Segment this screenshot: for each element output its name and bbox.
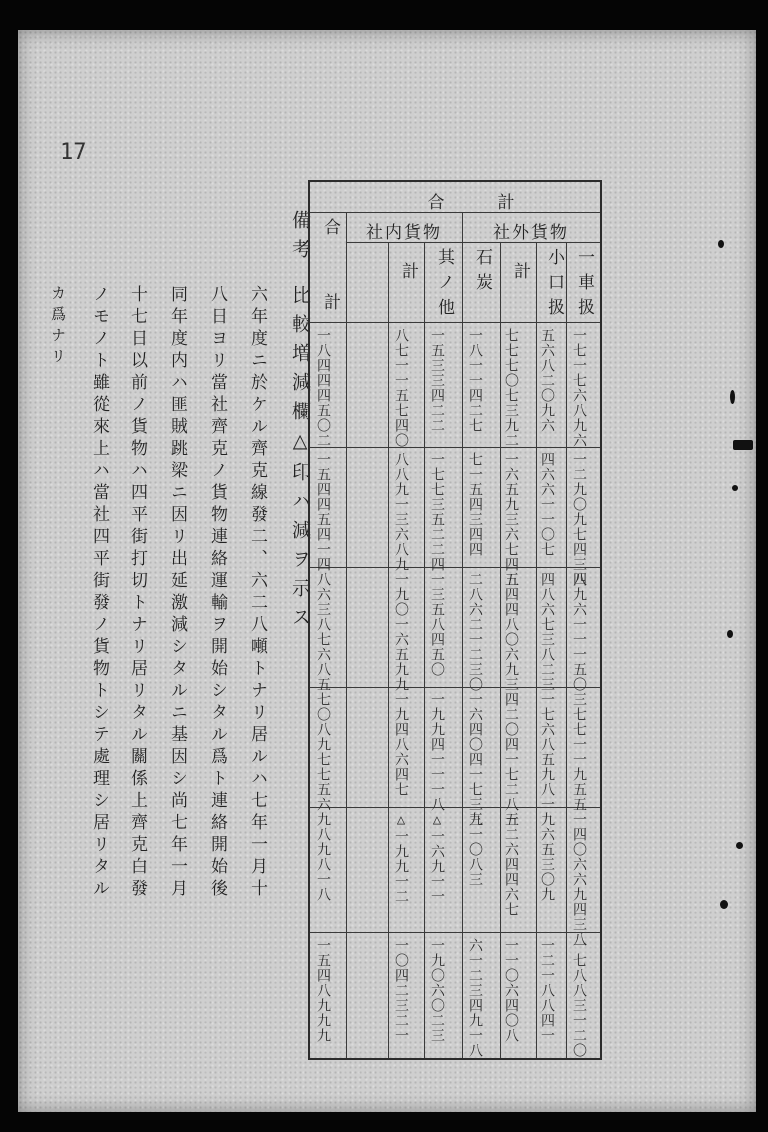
table-cell: 一七八八三一二〇 [571, 938, 587, 1058]
table-cell: 七〇八九七七五六 [315, 692, 331, 812]
remarks-line-3: 八日ヨリ當社齊克ノ貨物連絡運輸ヲ開始シタル爲ト連絡開始後 [207, 285, 227, 901]
table-cell: 一七六八五九八一 [539, 692, 555, 812]
remarks-line-6: ノモノト雖從來上ハ當社四平街發ノ貨物トシテ處理シ居リタル [89, 285, 109, 901]
table-cell: 三一〇八三 [467, 812, 483, 887]
table-cell: 六一二三四九一八 [467, 938, 483, 1058]
table-cell: 一四〇六六九四三八 [571, 812, 587, 947]
table-cell: △一九九一二 [393, 812, 409, 904]
table-cell: 七七七〇七三九二 [503, 328, 519, 448]
group-header-internal: 社内貨物 [366, 223, 442, 243]
table-cell: 一〇四二三二一 [393, 938, 409, 1043]
table-title: 合 計 [427, 193, 533, 213]
table-cell: 一五四八九九九 [315, 938, 331, 1043]
page-number: 17 [60, 140, 87, 165]
table-cell: 一九四八六四七 [393, 692, 409, 797]
table-cell: 九八九八一八 [315, 812, 331, 902]
table-cell: 八八九一三六八九 [393, 452, 409, 572]
remarks-line-4: 同年度内ハ匪賊跳梁ニ因リ出延激減シタルニ基因シ尚七年一月 [167, 285, 187, 901]
remarks-label: 備考 [289, 210, 311, 268]
table-cell: 九六五三〇九 [539, 812, 555, 902]
table-cell: 一六四〇四一七三九 [467, 692, 483, 827]
statistics-table [308, 180, 602, 1060]
table-cell: 一二六四四六七 [503, 812, 519, 917]
table-cell: 一一〇六四〇八 [503, 938, 519, 1043]
table-cell: 一五四四五四一四 [315, 452, 331, 572]
table-cell: 四六六一一〇七 [539, 452, 555, 557]
col-header-6: 計 [398, 262, 418, 287]
table-cell: 一八一一四二七 [467, 328, 483, 433]
table-cell: △一六九一一 [429, 812, 445, 904]
document-page [18, 30, 756, 1112]
table-cell: 二八六二一二三〇 [467, 572, 483, 692]
table-cell: 五六八二〇九六 [539, 328, 555, 433]
table-cell: 一五三三四二二 [429, 328, 445, 433]
remarks-line-7: カ爲ナリ [49, 285, 67, 369]
col-header-7: 合計 [320, 218, 340, 368]
table-cell: 一九〇一六五九九 [393, 572, 409, 692]
col-header-2: 小口扱 [544, 248, 564, 323]
remarks-line-5: 十七日以前ノ貨物ハ四平街打切トナリ居リタル關係上齊克白發 [127, 285, 147, 901]
remarks-line-1: 比較増減欄△印ハ減ヲ示ス [289, 285, 311, 636]
col-header-3: 計 [510, 262, 530, 287]
table-cell: 一二九〇九七四三八 [571, 452, 587, 587]
col-header-4: 石炭 [472, 248, 492, 298]
table-cell: 四二〇四一七二八五 [503, 692, 519, 827]
table-cell: 一八四四四五〇二 [315, 328, 331, 448]
table-cell: 一七七三五二二四 [429, 452, 445, 572]
col-header-1: 一車扱 [574, 248, 594, 323]
table-cell: 五四四八〇六九三 [503, 572, 519, 692]
table-cell: 一九九四一一一八 [429, 692, 445, 812]
table-cell: 一二一八八四一 [539, 938, 555, 1043]
table-cell: 四九六一一一五〇 [571, 572, 587, 692]
table-cell: 一七一七六八九六 [571, 328, 587, 448]
group-header-external: 社外貨物 [493, 223, 569, 243]
table-cell: 八七一一五七四〇 [393, 328, 409, 448]
table-cell: 八六三八七六八五 [315, 572, 331, 692]
table-cell: 一三五八四五〇 [429, 572, 445, 677]
table-cell: 三七七一一九五五 [571, 692, 587, 812]
table-cell: 一九〇六〇二三 [429, 938, 445, 1043]
remarks-line-2: 六年度ニ於ケル齊克線發二、六二八噸トナリ居ルハ七年一月十 [247, 285, 267, 901]
table-cell: 四八六七三八二三 [539, 572, 555, 692]
table-cell: 一六五九三六七四五 [503, 452, 519, 587]
col-header-5: 其ノ他 [434, 248, 454, 323]
table-cell: 七一五四三四四 [467, 452, 483, 557]
